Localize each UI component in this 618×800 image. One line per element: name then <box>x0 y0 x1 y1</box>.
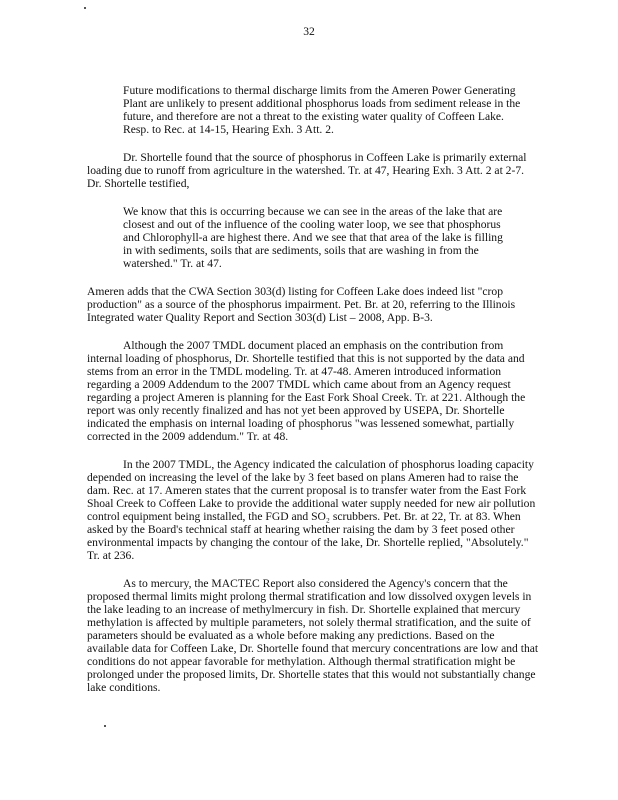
text-line: prolonged under the proposed limits, Dr. Shortelle states that this would not substantially change <box>87 668 536 681</box>
text-line: indicated the emphasis on internal loading of phosphorus "was lessened somewhat, partially <box>87 417 515 430</box>
text-line: production" as a source of the phosphorus impairment. Pet. Br. at 20, referring to the Illinois <box>87 298 516 311</box>
text-line: internal loading of phosphorus, Dr. Shortelle testified that this is not supported by the data and <box>87 352 525 365</box>
page-number: 32 <box>303 25 315 38</box>
text-line: the lake leading to an increase of methylmercury in fish. Dr. Shortelle explained that mercury <box>87 603 521 616</box>
text-line: closest and out of the influence of the cooling water loop, we see that phosphorus <box>123 218 501 231</box>
text-line: methylation is affected by multiple parameters, not solely thermal stratification, and the suite of <box>87 616 531 629</box>
text-line: Ameren adds that the CWA Section 303(d) listing for Coffeen Lake does indeed list "crop <box>87 285 503 298</box>
paragraph-tmdl-document <box>87 339 547 443</box>
text-line: In the 2007 TMDL, the Agency indicated the calculation of phosphorus loading capacity <box>123 458 534 471</box>
text-line: proposed thermal limits might prolong thermal stratification and low dissolved oxygen levels in <box>87 590 532 603</box>
text-line: in with sediments, soils that are sediments, soils that are washing in from the <box>123 244 479 257</box>
text-line: Future modifications to thermal discharge limits from the Ameren Power Generating <box>123 84 516 97</box>
text-line: corrected in the 2009 addendum." Tr. at 48. <box>87 430 289 443</box>
text-line: lake conditions. <box>87 681 161 694</box>
text-line: regarding a project Ameren is planning for the East Fork Shoal Creek. Tr. at 221. Although the <box>87 391 526 404</box>
text-line: parameters should be evaluated as a whole before making any predictions. Based on the <box>87 629 495 642</box>
text-line: Integrated water Quality Report and Section 303(d) List – 2008, App. B-3. <box>87 311 433 324</box>
paragraph-mercury <box>87 577 547 694</box>
text-line: stems from an error in the TMDL modeling. Tr. at 47-48. Ameren introduced information <box>87 365 502 378</box>
text-line: watershed." Tr. at 47. <box>123 257 222 270</box>
block-quote-testimony <box>123 205 583 270</box>
paragraph-phosphorus-source <box>87 151 547 190</box>
text-line: Dr. Shortelle found that the source of phosphorus in Coffeen Lake is primarily external <box>123 151 527 164</box>
text-line: Shoal Creek to Coffeen Lake to provide the additional water supply needed for new air pollution <box>87 497 536 510</box>
text-line: conditions do not appear favorable for methylation. Although thermal stratification might be <box>87 655 516 668</box>
text-line: asked by the Board's technical staff at hearing whether raising the dam by 3 feet posed other <box>87 523 515 536</box>
text-line: report was only recently finalized and has not yet been approved by USEPA, Dr. Shortelle <box>87 404 505 417</box>
text-line: Dr. Shortelle testified, <box>87 177 190 190</box>
text-line: Although the 2007 TMDL document placed an emphasis on the contribution from <box>123 339 504 352</box>
block-quote-1 <box>123 84 583 136</box>
text-line: As to mercury, the MACTEC Report also considered the Agency's concern that the <box>123 577 508 590</box>
text-line: We know that this is occurring because we can see in the areas of the lake that are <box>123 205 503 218</box>
text-line: future, and therefore are not a threat to the existing water quality of Coffeen Lake. <box>123 110 504 123</box>
paragraph-tmdl-2007 <box>87 458 547 562</box>
text-line: dam. Rec. at 17. Ameren states that the current proposal is to transfer water from the East Fork <box>87 484 527 497</box>
text-line: and Chlorophyll-a are highest there. And we see that that area of the lake is filling <box>123 231 503 244</box>
text-line: control equipment being installed, the FGD and SO₂ scrubbers. Pet. Br. at 22, Tr. at 83. When <box>87 510 521 523</box>
text-line: environmental impacts by changing the contour of the lake, Dr. Shortelle replied, "Absolutely." <box>87 536 529 549</box>
text-line: available data for Coffeen Lake, Dr. Shortelle found that mercury concentrations are low and that <box>87 642 539 655</box>
scan-speck <box>104 725 106 727</box>
text-line: Tr. at 236. <box>87 549 135 562</box>
scan-speck <box>84 7 86 9</box>
text-line: loading due to runoff from agriculture in the watershed. Tr. at 47, Hearing Exh. 3 Att. 2 at 2-7. <box>87 164 525 177</box>
text-line: depended on increasing the level of the lake by 3 feet based on plans Ameren had to raise the <box>87 471 519 484</box>
paragraph-cwa-listing <box>87 285 547 324</box>
text-line: regarding a 2009 Addendum to the 2007 TMDL which came about from an Agency request <box>87 378 511 391</box>
text-line: Resp. to Rec. at 14-15, Hearing Exh. 3 Att. 2. <box>123 123 334 136</box>
text-line: Plant are unlikely to present additional phosphorus loads from sediment release in the <box>123 97 521 110</box>
